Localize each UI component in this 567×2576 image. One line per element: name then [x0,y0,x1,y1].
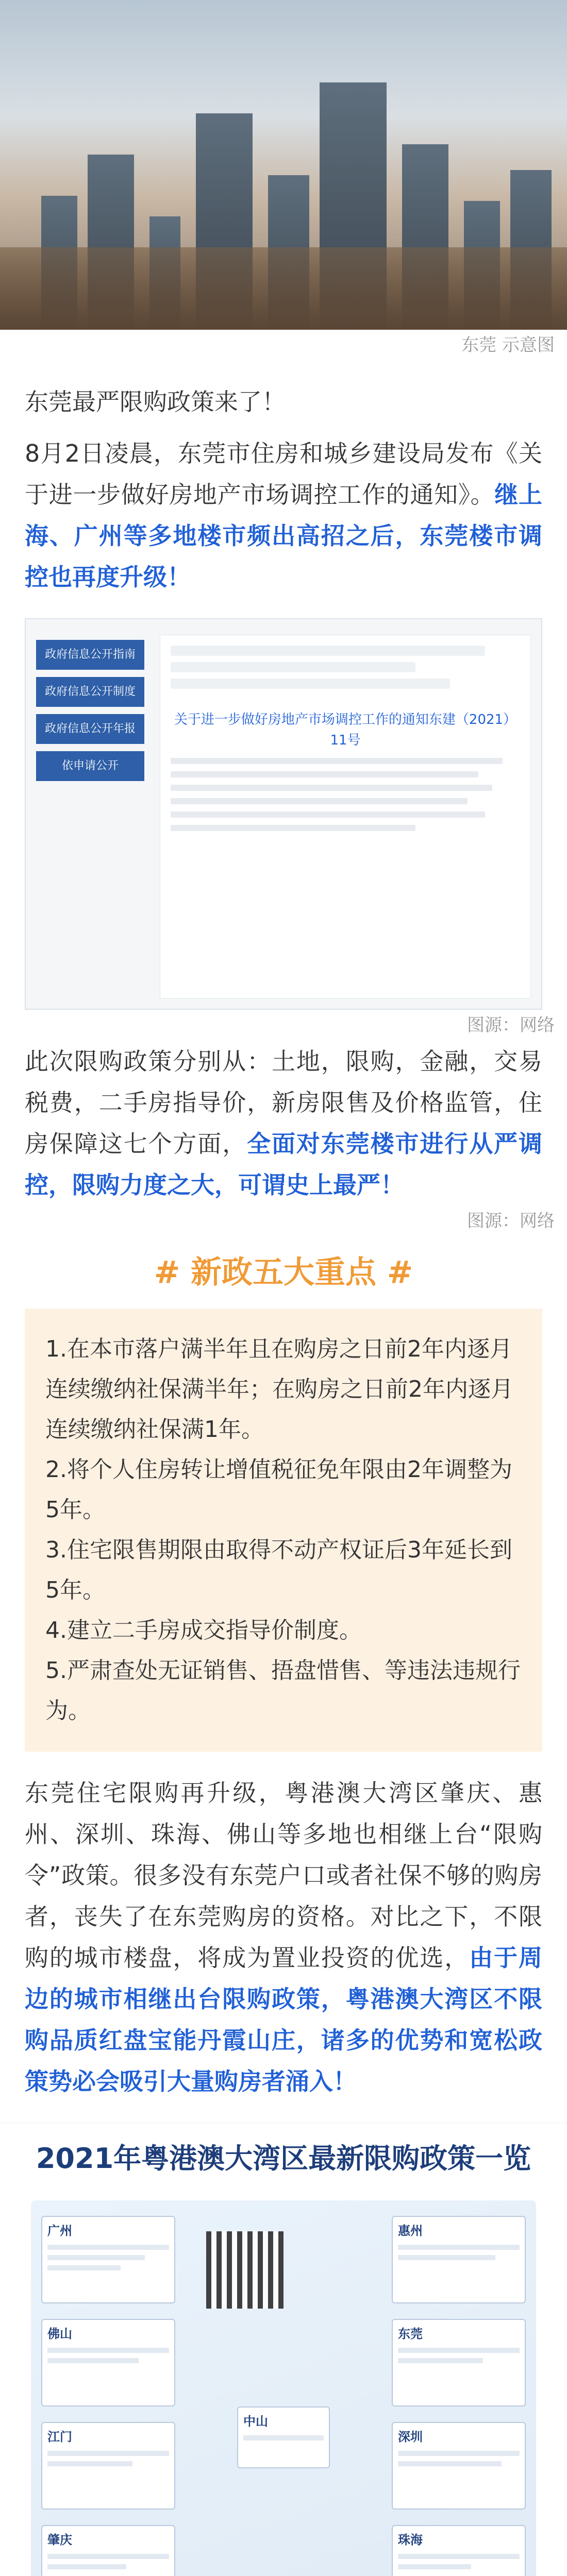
doc-main [160,635,531,998]
map-box: 肇庆 [41,2525,175,2576]
policy-document-image [25,618,542,1010]
doc-caption: 图源：网络 [467,1015,555,1036]
doc-title: 关于进一步做好房地产市场调控工作的通知东建（2021）11号 [174,712,517,748]
doc-sidebar [36,640,144,788]
key-point: 2.将个人住房转让增值税征免年限由2年调整为5年。 [45,1456,512,1523]
key-point: 1.在本市落户满半年且在购房之日前2年内逐月连续缴纳社保满半年；在购房之日前2年内逐月连续缴纳社保满1年。 [45,1336,513,1443]
map-box: 中山 [237,2406,330,2468]
section-title: # 新政五大重点 # [154,1255,413,1291]
key-point: 3.住宅限售期限由取得不动产权证后3年延长到5年。 [45,1537,512,1603]
map-box: 珠海 [392,2525,526,2576]
map-box: 东莞 [392,2319,526,2406]
doc-side-item: 政府信息公开指南 [36,640,144,670]
intro-headline: 东莞最严限购政策来了！ [25,388,286,416]
doc-side-item: 政府信息公开年报 [36,714,144,744]
key-points-card [25,1309,542,1752]
map-box: 佛山 [41,2319,175,2406]
map-box: 江门 [41,2422,175,2510]
policy-caption: 图源：网络 [467,1211,555,1231]
map-box: 深圳 [392,2422,526,2510]
policy-text: 此次限购政策分别从：土地，限购，金融，交易税费，二手房指导价，新房限售及价格监管，住房保障这七个方面， [25,1047,542,1158]
doc-side-item: 政府信息公开制度 [36,677,144,707]
qr-code-icon [206,2231,284,2309]
map-title: 2021年粤港澳大湾区最新限购政策一览 [36,2142,531,2175]
policy-highlight: 全面对东莞楼市进行从严调控，限购力度之大，可谓史上最严！ [25,1130,543,1199]
hero-city-photo [0,0,567,330]
doc-side-item: 依申请公开 [36,751,144,781]
analysis-text: 东莞住宅限购再升级，粤港澳大湾区肇庆、惠州、深圳、珠海、佛山等多地也相继上台“限购令”政策。很多没有东莞户口或者社保不够的购房者，丧失了在东莞购房的资格。对比之下，不限购的城市楼盘，将成为置业投资的优选， [25,1779,542,1972]
key-point: 5.严肃查处无证销售、捂盘惜售、等违法违规行为。 [45,1657,521,1724]
intro-paragraph [0,433,567,598]
intro-highlight: 继上海、广州等多地楼市频出高招之后，东莞楼市调控也再度升级！ [25,481,543,591]
hero-caption: 东莞 示意图 [461,335,555,355]
analysis-highlight: 由于周边的城市相继出台限购政策，粤港澳大湾区不限购品质红盘宝能丹霞山庄，诸多的优势和宽松政策势必会吸引大量购房者涌入！ [25,1944,543,2095]
map-area [31,2200,536,2576]
policy-paragraph [0,1041,567,1206]
gba-policy-map [0,2123,567,2576]
map-box: 广州 [41,2216,175,2303]
map-box: 惠州 [392,2216,526,2303]
key-point: 4.建立二手房成交指导价制度。 [45,1617,362,1643]
intro-text: 8月2日凌晨，东莞市住房和城乡建设局发布《关于进一步做好房地产市场调控工作的通知》。 [25,439,542,509]
analysis-paragraph [0,1772,567,2102]
